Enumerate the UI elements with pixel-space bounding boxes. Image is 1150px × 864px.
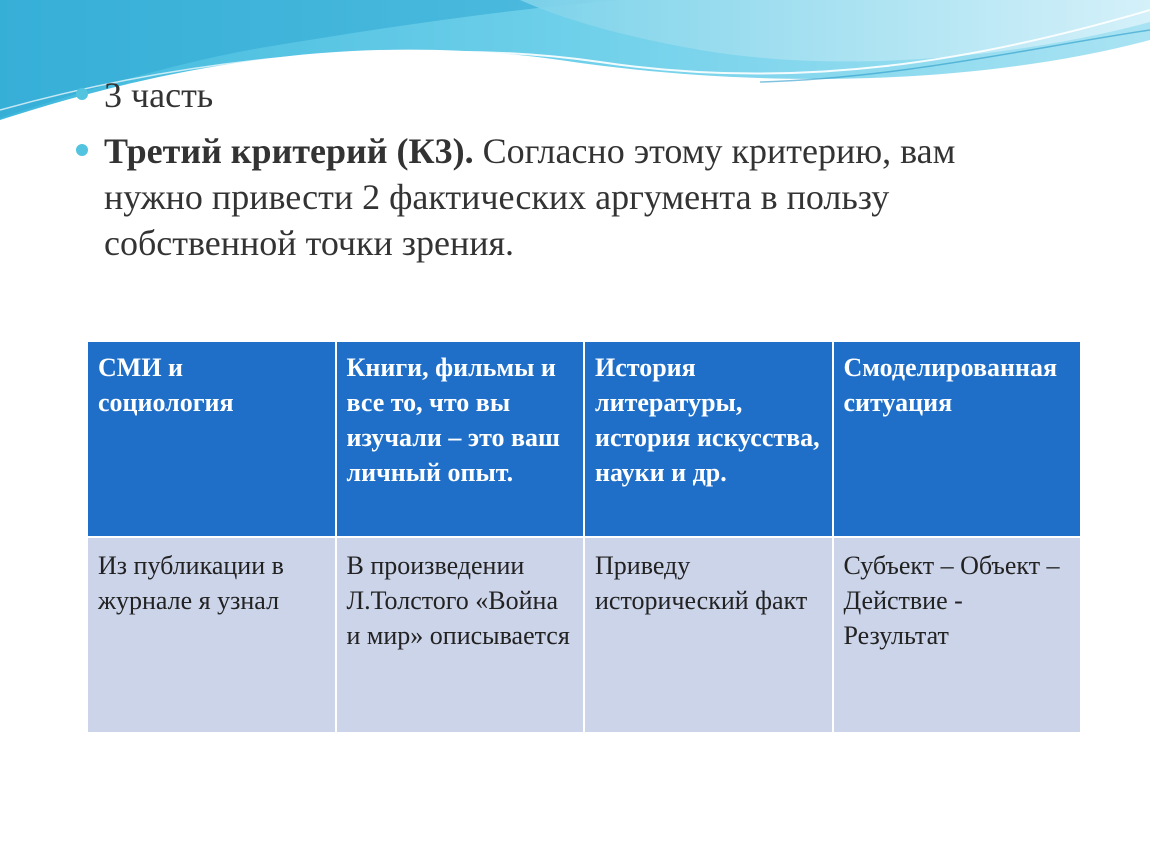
bullet-text: 3 часть [104,75,214,115]
table-header-row [87,341,1081,537]
cell-modeled: Субъект – Объект – Действие - Результат [833,537,1082,733]
header-cell-history: История литературы, история искусства, науки и др. [584,341,833,537]
criterion-title: Третий критерий (К3). [104,131,474,171]
bullet-item-criterion [76,128,1024,266]
bullet-dot-icon [76,144,88,156]
header-cell-books: Книги, фильмы и все то, что вы изучали – это ваш личный опыт. [336,341,585,537]
bullet-dot-icon [76,88,88,100]
table-row [87,537,1081,733]
arguments-table [86,340,1082,734]
cell-history: Приведу исторический факт [584,537,833,733]
bullet-list [76,72,1076,266]
header-cell-modeled: Смоделированная ситуация [833,341,1082,537]
bullet-item-part [76,72,1076,118]
header-cell-media: СМИ и социология [87,341,336,537]
cell-media: Из публикации в журнале я узнал [87,537,336,733]
criterion-description: Согласно этому критерию, вам нужно привести 2 фактических аргумента в пользу собственной точки зрения. [104,131,956,263]
cell-books: В произведении Л.Толстого «Война и мир» описывается [336,537,585,733]
